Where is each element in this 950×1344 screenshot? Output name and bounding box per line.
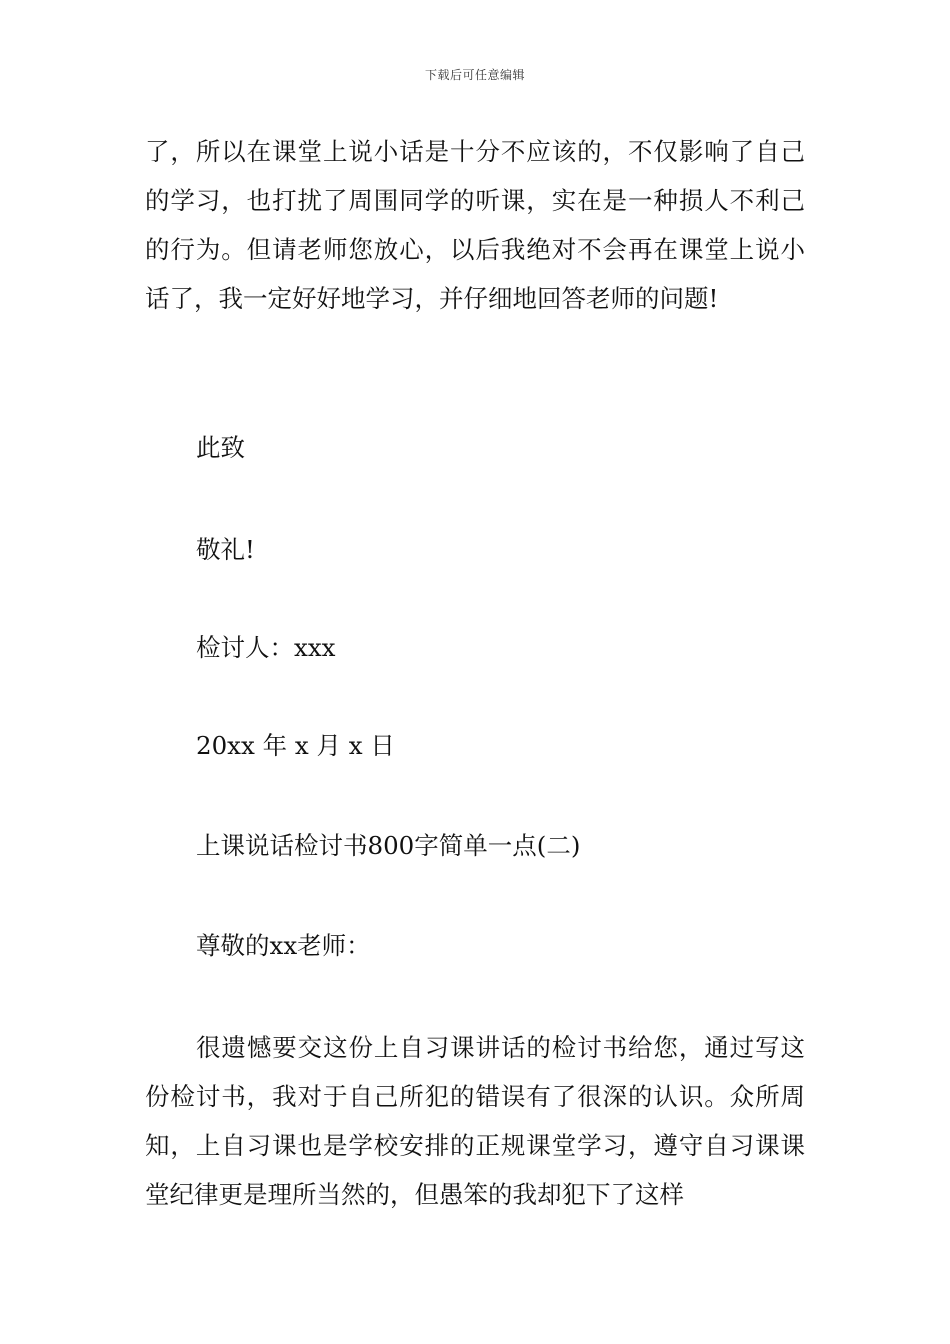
paragraph-text: 很遗憾要交这份上自习课讲话的检讨书给您，通过写这份检讨书，我对于自己所犯的错误有了很深的认识。众所周知，上自习课也是学校安排的正规课堂学习，遵守自习课课堂纪律更是理所当然的，但愚笨的我却犯下了这样 (145, 1033, 805, 1209)
salute-line: 敬礼! (196, 535, 255, 564)
page-header: 下载后可任意编辑 (424, 68, 525, 82)
signer-line: 检讨人：xxx (196, 633, 336, 662)
greeting-line: 尊敬的xx老师： (196, 931, 371, 960)
paragraph-body (145, 1023, 805, 1219)
closing-line: 此致 (196, 433, 245, 462)
section-title: 上课说话检讨书800字简单一点(二) (196, 831, 581, 860)
paragraph-text: 了，所以在课堂上说小话是十分不应该的，不仅影响了自己的学习，也打扰了周围同学的听课，实在是一种损人不利己的行为。但请老师您放心，以后我绝对不会再在课堂上说小话了，我一定好好地学习，并仔细地回答老师的问题! (145, 137, 805, 313)
date-line: 20xx 年 x 月 x 日 (196, 731, 395, 760)
paragraph-continuation (145, 127, 805, 323)
